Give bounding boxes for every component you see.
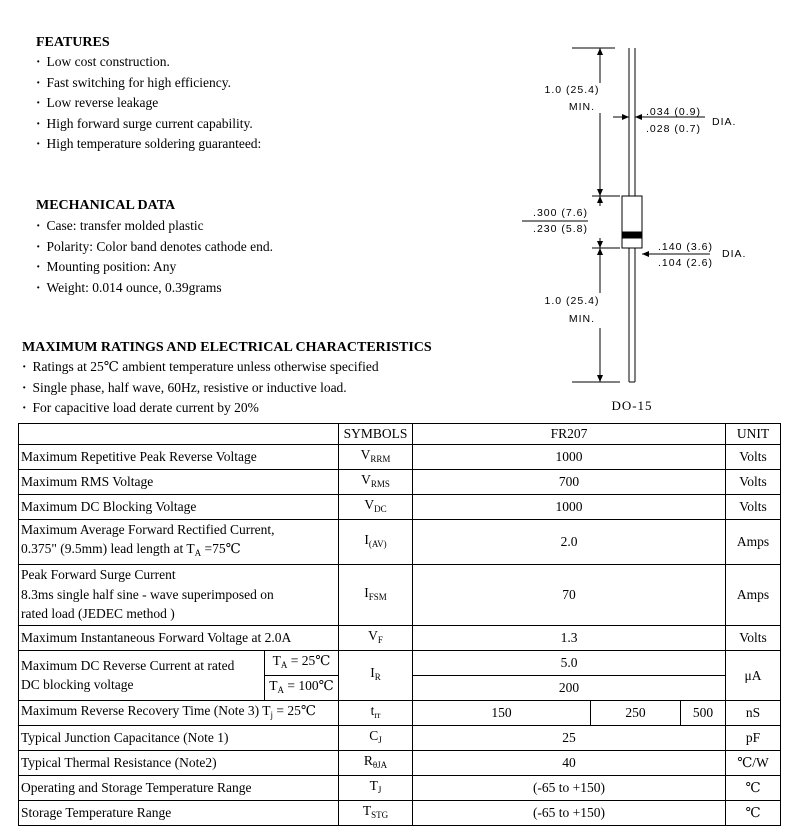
table-row: Typical Thermal Resistance (Note2) $R_{\theta JA}$ 40 ℃/W [19, 750, 781, 775]
ratings-item: · For capacitive load derate current by 20% [22, 398, 379, 419]
features-item: · High forward surge current capability. [36, 114, 261, 135]
package-name: DO-15 [611, 398, 653, 413]
header-symbols: SYMBOLS [339, 424, 413, 445]
body-length-min: .230 (5.8) [533, 223, 588, 235]
mechanical-item: · Mounting position: Any [36, 257, 273, 278]
features-item: · Fast switching for high efficiency. [36, 73, 261, 94]
features-item: · High temperature soldering guaranteed: [36, 134, 261, 155]
features-item: · Low cost construction. [36, 52, 261, 73]
table-row: Operating and Storage Temperature Range $T_J$ (-65 to +150) ℃ [19, 775, 781, 800]
body-dia-label: DIA. [722, 248, 747, 260]
ratings-heading: MAXIMUM RATINGS AND ELECTRICAL CHARACTERISTICS [22, 340, 432, 355]
table-row: Peak Forward Surge Current 8.3ms single half sine - wave superimposed on rated load (JEDEC method ) $I_{FSM}$ 70 Amps [19, 564, 781, 625]
table-row: Maximum Instantaneous Forward Voltage at 2.0A $V_F$ 1.3 Volts [19, 625, 781, 650]
table-header-row [19, 424, 781, 445]
top-lead-length: 1.0 (25.4) [544, 84, 600, 96]
mechanical-item: · Case: transfer molded plastic [36, 216, 273, 237]
body-length-max: .300 (7.6) [533, 207, 588, 219]
bottom-lead-min: MIN. [568, 313, 595, 325]
features-list [36, 52, 261, 155]
mechanical-list [36, 216, 273, 298]
body-dia-max: .140 (3.6) [658, 241, 713, 253]
table-row: Maximum Reverse Recovery Time (Note 3) $T_j$ = 25℃ $t_{rr}$ 150 250 500 nS [19, 700, 781, 725]
header-unit: UNIT [726, 424, 781, 445]
features-item: · Low reverse leakage [36, 93, 261, 114]
ratings-list [22, 357, 379, 419]
ratings-item: · Single phase, half wave, 60Hz, resistive or inductive load. [22, 378, 379, 399]
table-row: Maximum Average Forward Rectified Current, 0.375" (9.5mm) lead length at $T_A$ =75℃ $I_{(AV)}$ 2.0 Amps [19, 519, 781, 564]
cathode-band [622, 232, 642, 238]
table-row: Storage Temperature Range $T_{STG}$ (-65 to +150) ℃ [19, 800, 781, 825]
table-row: Maximum RMS Voltage $V_{RMS}$ 700 Volts [19, 469, 781, 494]
table-row: Maximum DC Reverse Current at rated DC blocking voltage $T_A$ = 25℃ $I_R$ 5.0 μA [19, 650, 781, 675]
body-dia-min: .104 (2.6) [658, 257, 713, 269]
table-row: $T_A$ = 100℃ 200 [19, 675, 781, 700]
ratings-item: · Ratings at 25℃ ambient temperature unless otherwise specified [22, 357, 379, 378]
mechanical-item: · Polarity: Color band denotes cathode end. [36, 237, 273, 258]
table-row: Typical Junction Capacitance (Note 1) $C_J$ 25 pF [19, 725, 781, 750]
mechanical-heading: MECHANICAL DATA [36, 198, 176, 213]
mechanical-item: · Weight: 0.014 ounce, 0.39grams [36, 278, 273, 299]
bottom-lead-length: 1.0 (25.4) [544, 295, 600, 307]
wire-dia-max: .034 (0.9) [646, 106, 701, 118]
do15-outline-diagram [500, 38, 800, 418]
table-row: Maximum DC Blocking Voltage $V_{DC}$ 1000 Volts [19, 494, 781, 519]
header-param [19, 424, 339, 445]
top-lead-min: MIN. [568, 101, 595, 113]
wire-dia-min: .028 (0.7) [646, 123, 701, 135]
wire-dia-label: DIA. [712, 116, 737, 128]
ratings-table [18, 423, 781, 826]
features-heading: FEATURES [36, 35, 110, 50]
header-part: FR207 [413, 424, 726, 445]
diode-body [622, 196, 642, 248]
table-row: Maximum Repetitive Peak Reverse Voltage $V_{RRM}$ 1000 Volts [19, 444, 781, 469]
